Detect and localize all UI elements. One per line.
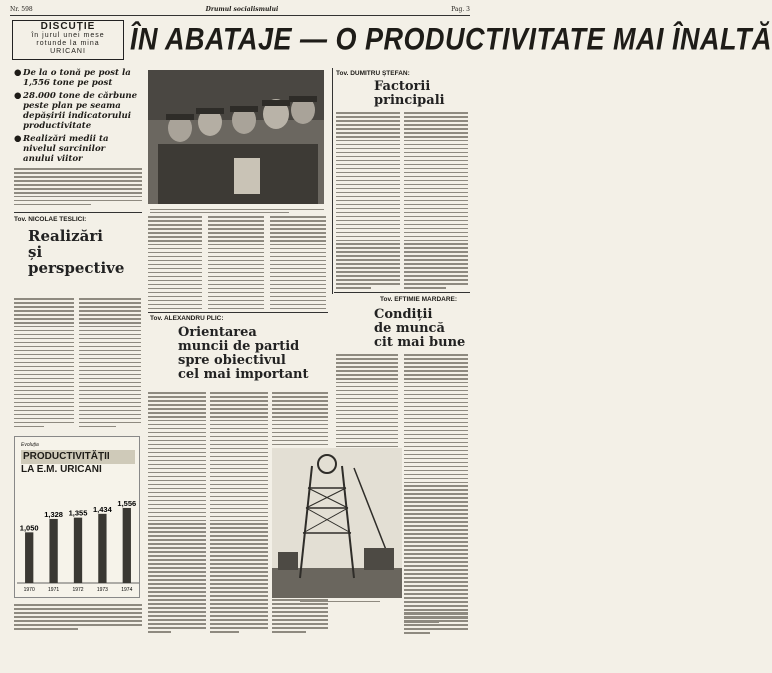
page-header	[10, 6, 470, 16]
divider	[334, 292, 470, 293]
discussion-line: în jurul unei mese	[31, 32, 105, 39]
byline-mardare: Tov. EFTIMIE MARDARE:	[380, 296, 458, 303]
productivity-chart	[14, 436, 140, 598]
article-text	[336, 354, 398, 454]
article-title-mardare: Condiții de muncă cit mai bune	[374, 307, 466, 350]
photo-caption	[150, 207, 324, 213]
chart-bar	[98, 514, 106, 583]
divider	[332, 68, 333, 294]
article-title-teslici: Realizări și perspective	[28, 227, 125, 277]
highlight-item: ● 28.000 tone de cărbune peste plan pe seama depășirii indicatorului productivitate	[14, 91, 138, 131]
chart-bar	[74, 518, 82, 583]
highlight-item: ● Realizări medii ta nivelul sarcinilor anului viitor	[14, 134, 109, 164]
article-title-stefan: Factorii principali	[374, 79, 445, 108]
chart-bar	[25, 532, 33, 583]
mine-shaft-photo	[272, 448, 402, 598]
chart-title	[21, 450, 135, 476]
highlights-list	[14, 68, 138, 167]
chart-tick-label: 1970	[23, 587, 35, 593]
discussion-title: DISCUȚIE	[40, 21, 96, 32]
issue-number: Nr. 598	[10, 6, 33, 13]
newspaper-name: Drumul socialismului	[205, 6, 279, 13]
miners-photo-image	[148, 70, 324, 204]
article-text	[404, 612, 468, 636]
article-text	[148, 216, 202, 316]
chart-title-line: LA E.M. URICANI	[21, 464, 102, 475]
chart-tick-label: 1972	[72, 587, 84, 593]
byline-stefan: Tov. DUMITRU ȘTEFAN:	[336, 70, 410, 77]
chart-title-line: PRODUCTIVITĂȚII	[21, 450, 135, 464]
chart-tick-label: 1974	[121, 587, 133, 593]
miners-photo	[148, 70, 324, 204]
chart-value-label: 1,434	[93, 504, 112, 514]
chart-subtitle: Evoluția	[21, 442, 39, 448]
mine-shaft-image	[272, 448, 402, 598]
bullet-icon: ●	[14, 68, 22, 78]
article-text	[210, 392, 268, 635]
article-text	[336, 112, 400, 291]
article-text	[79, 298, 141, 429]
article-text	[270, 216, 326, 316]
discussion-box	[12, 20, 124, 60]
discussion-line: URICANI	[50, 48, 86, 55]
chart-bar	[49, 519, 57, 583]
photo-caption	[300, 601, 380, 602]
article-text	[14, 604, 142, 632]
chart-value-label: 1,355	[68, 508, 88, 518]
chart-value-label: 1,328	[44, 509, 63, 519]
chart-value-label: 1,050	[19, 523, 39, 533]
discussion-line: rotunde la mina	[36, 40, 100, 47]
article-text	[14, 298, 74, 429]
page-number: Pag. 3	[451, 6, 470, 13]
byline-plic: Tov. ALEXANDRU PLIC:	[150, 315, 224, 322]
divider	[14, 212, 142, 213]
article-title-plic: Orientarea muncii de partid spre obiectivul cel mai important	[178, 325, 309, 382]
article-text	[404, 354, 468, 625]
divider	[148, 312, 328, 313]
chart-value-label: 1,556	[117, 498, 137, 508]
article-text	[208, 216, 264, 316]
bullet-icon: ●	[14, 91, 22, 101]
article-text	[404, 112, 468, 291]
article-text	[148, 392, 206, 635]
bullet-icon: ●	[14, 134, 22, 144]
chart-tick-label: 1971	[48, 587, 60, 593]
chart-bar	[123, 508, 131, 583]
intro-paragraph	[14, 168, 142, 208]
main-headline: ÎN ABATAJE — O PRODUCTIVITATE MAI ÎNALTĂ	[130, 22, 772, 57]
byline-teslici: Tov. NICOLAE TESLICI:	[14, 216, 87, 223]
chart-tick-label: 1973	[96, 587, 108, 593]
highlight-item: ● De la o tonă pe post la 1,556 tone pe post	[14, 68, 131, 88]
chart-plot	[17, 489, 139, 595]
